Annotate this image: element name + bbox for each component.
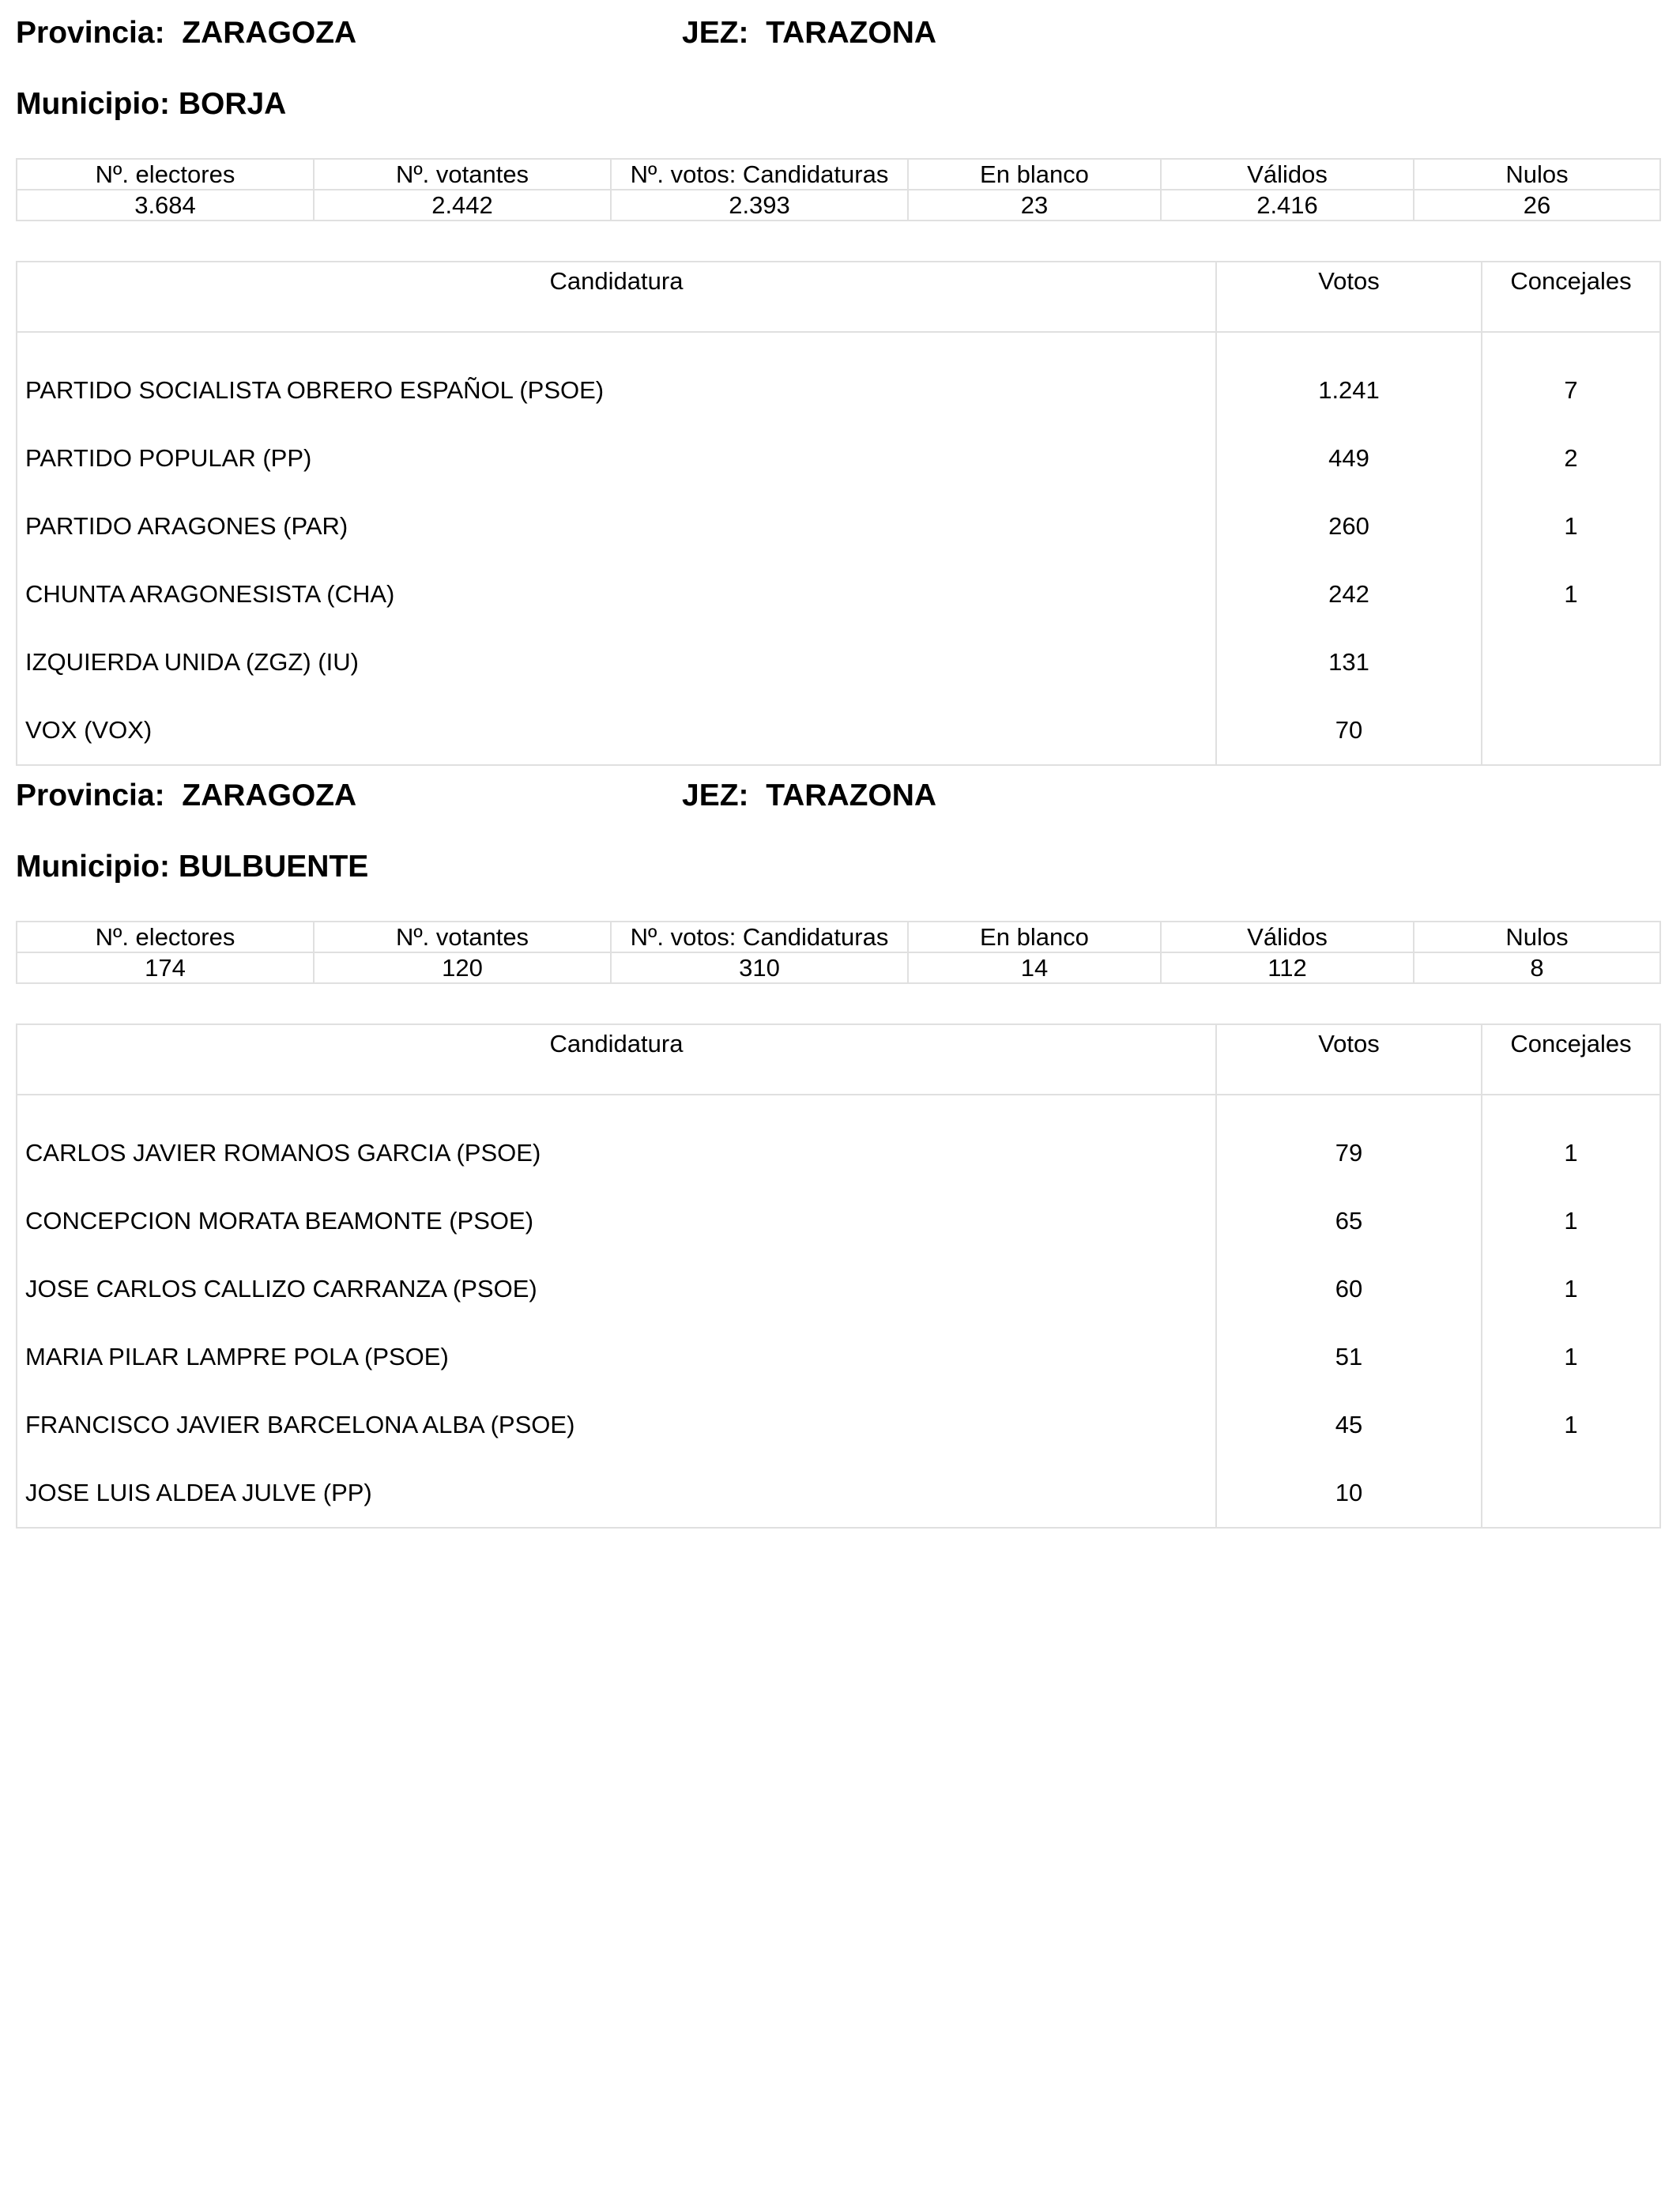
candidatura-name: FRANCISCO JAVIER BARCELONA ALBA (PSOE) xyxy=(25,1411,575,1438)
candidatura-name: IZQUIERDA UNIDA (ZGZ) (IU) xyxy=(25,648,359,676)
candidatura-concejales: 1 xyxy=(1482,1255,1660,1323)
candidatura-votos: 131 xyxy=(1216,628,1482,696)
jez-line: JEZ: TARAZONA xyxy=(682,16,937,50)
candidatura-concejales xyxy=(1482,1459,1660,1528)
candidatura-concejales xyxy=(1482,628,1660,696)
candidatura-concejales: 1 xyxy=(1482,560,1660,628)
candidatura-concejales: 1 xyxy=(1482,1187,1660,1255)
candidatura-name: MARIA PILAR LAMPRE POLA (PSOE) xyxy=(25,1343,449,1370)
table-row xyxy=(17,1095,1660,1187)
table-row xyxy=(17,1323,1660,1391)
candidatura-name: PARTIDO ARAGONES (PAR) xyxy=(25,512,348,540)
stats-header-en-blanco: En blanco xyxy=(908,922,1161,952)
candidatura-name: CONCEPCION MORATA BEAMONTE (PSOE) xyxy=(25,1207,534,1235)
stats-value-electores: 3.684 xyxy=(17,190,314,221)
provincia-line: Provincia: ZARAGOZA xyxy=(16,778,357,812)
stats-value-nulos: 8 xyxy=(1414,952,1660,983)
stats-header-votos-candidaturas: Nº. votos: Candidaturas xyxy=(611,922,908,952)
candidatura-name: PARTIDO POPULAR (PP) xyxy=(25,444,312,472)
header-concejales: Concejales xyxy=(1482,1024,1660,1095)
table-row xyxy=(17,332,1660,424)
candidatura-name: PARTIDO SOCIALISTA OBRERO ESPAÑOL (PSOE) xyxy=(25,376,605,404)
stats-value-row xyxy=(17,190,1660,221)
municipio-line: Municipio: BULBUENTE xyxy=(16,850,369,884)
provincia-value: ZARAGOZA xyxy=(182,778,357,812)
candidatura-name: JOSE LUIS ALDEA JULVE (PP) xyxy=(25,1479,372,1506)
candidatura-votos: 60 xyxy=(1216,1255,1482,1323)
stats-header-nulos: Nulos xyxy=(1414,159,1660,190)
candidaturas-table xyxy=(16,261,1661,766)
municipio-line: Municipio: BORJA xyxy=(16,87,287,121)
stats-value-electores: 174 xyxy=(17,952,314,983)
stats-table xyxy=(16,158,1661,221)
candidatura-votos: 51 xyxy=(1216,1323,1482,1391)
table-row xyxy=(17,628,1660,696)
stats-header-en-blanco: En blanco xyxy=(908,159,1161,190)
candidatura-votos: 449 xyxy=(1216,424,1482,492)
candidatura-concejales: 1 xyxy=(1482,1391,1660,1459)
candidatura-concejales: 7 xyxy=(1482,332,1660,424)
candidatura-concejales: 1 xyxy=(1482,492,1660,560)
municipio-value: BULBUENTE xyxy=(178,850,369,884)
table-row xyxy=(17,1255,1660,1323)
table-row xyxy=(17,492,1660,560)
candidatura-name: CARLOS JAVIER ROMANOS GARCIA (PSOE) xyxy=(25,1139,541,1167)
stats-value-votantes: 120 xyxy=(314,952,611,983)
candidatura-votos: 79 xyxy=(1216,1095,1482,1187)
candidatura-votos: 65 xyxy=(1216,1187,1482,1255)
municipio-value: BORJA xyxy=(178,87,287,121)
section-borja xyxy=(16,16,1659,744)
stats-value-votantes: 2.442 xyxy=(314,190,611,221)
candidatura-name: CHUNTA ARAGONESISTA (CHA) xyxy=(25,580,395,608)
stats-value-nulos: 26 xyxy=(1414,190,1660,221)
candidatura-concejales: 2 xyxy=(1482,424,1660,492)
candidaturas-header-row xyxy=(17,262,1660,332)
stats-value-votos-candidaturas: 2.393 xyxy=(611,190,908,221)
candidaturas-header-row xyxy=(17,1024,1660,1095)
header-concejales: Concejales xyxy=(1482,262,1660,332)
jez-value: TARAZONA xyxy=(766,16,937,50)
jez-value: TARAZONA xyxy=(766,778,937,812)
stats-value-validos: 2.416 xyxy=(1161,190,1414,221)
table-row xyxy=(17,696,1660,765)
stats-header-validos: Válidos xyxy=(1161,159,1414,190)
candidatura-votos: 1.241 xyxy=(1216,332,1482,424)
stats-header-votantes: Nº. votantes xyxy=(314,159,611,190)
stats-header-row xyxy=(17,922,1660,952)
header-candidatura: Candidatura xyxy=(17,1024,1216,1095)
candidatura-votos: 10 xyxy=(1216,1459,1482,1528)
stats-value-en-blanco: 23 xyxy=(908,190,1161,221)
candidatura-concejales: 1 xyxy=(1482,1095,1660,1187)
stats-header-validos: Válidos xyxy=(1161,922,1414,952)
table-row xyxy=(17,1187,1660,1255)
header-votos: Votos xyxy=(1216,1024,1482,1095)
section-header xyxy=(16,778,1659,826)
table-row xyxy=(17,1459,1660,1528)
candidatura-votos: 242 xyxy=(1216,560,1482,628)
candidatura-name: VOX (VOX) xyxy=(25,716,153,744)
stats-table xyxy=(16,921,1661,984)
stats-header-row xyxy=(17,159,1660,190)
jez-line: JEZ: TARAZONA xyxy=(682,778,937,812)
provincia-value: ZARAGOZA xyxy=(182,16,357,50)
header-votos: Votos xyxy=(1216,262,1482,332)
stats-value-votos-candidaturas: 310 xyxy=(611,952,908,983)
candidatura-concejales xyxy=(1482,696,1660,765)
section-bulbuente xyxy=(16,778,1659,1506)
stats-value-en-blanco: 14 xyxy=(908,952,1161,983)
provincia-line: Provincia: ZARAGOZA xyxy=(16,16,357,50)
stats-header-votos-candidaturas: Nº. votos: Candidaturas xyxy=(611,159,908,190)
stats-value-validos: 112 xyxy=(1161,952,1414,983)
candidaturas-table xyxy=(16,1023,1661,1529)
stats-value-row xyxy=(17,952,1660,983)
table-row xyxy=(17,560,1660,628)
stats-header-electores: Nº. electores xyxy=(17,922,314,952)
candidatura-concejales: 1 xyxy=(1482,1323,1660,1391)
section-header xyxy=(16,16,1659,63)
candidatura-votos: 70 xyxy=(1216,696,1482,765)
candidatura-votos: 260 xyxy=(1216,492,1482,560)
stats-header-nulos: Nulos xyxy=(1414,922,1660,952)
candidatura-name: JOSE CARLOS CALLIZO CARRANZA (PSOE) xyxy=(25,1275,537,1302)
table-row xyxy=(17,1391,1660,1459)
stats-header-electores: Nº. electores xyxy=(17,159,314,190)
stats-header-votantes: Nº. votantes xyxy=(314,922,611,952)
header-candidatura: Candidatura xyxy=(17,262,1216,332)
candidatura-votos: 45 xyxy=(1216,1391,1482,1459)
table-row xyxy=(17,424,1660,492)
